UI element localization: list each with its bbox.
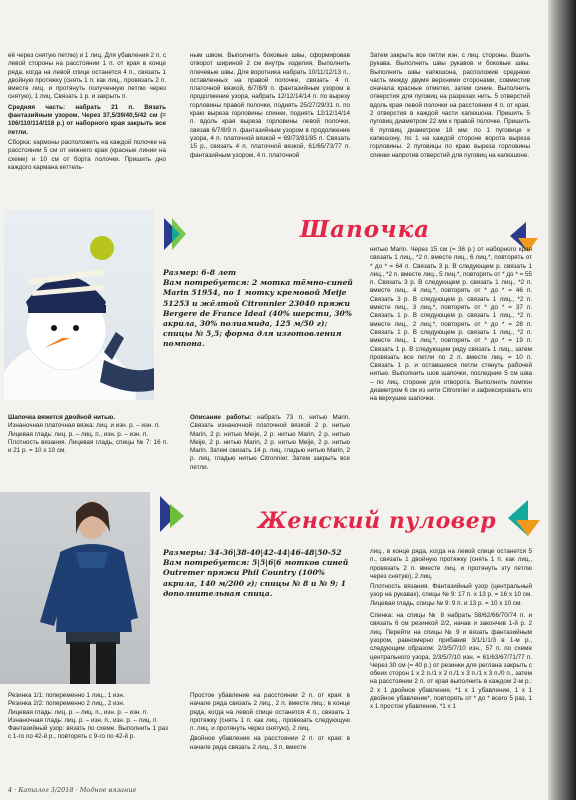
text-block: Плотность вязания. Лицевая гладь, спицы № 7: 16 п. и 21 р. = 10 х 10 см. [8,438,168,455]
top-column-3 [370,52,530,160]
pullover-materials [163,548,353,599]
pattern-item: Изнаночная гладь: лиц. р. – изн. п., изн. р. – лиц. п. [8,716,159,724]
decor-triangle-icon [516,520,540,536]
decor-triangle-icon [172,226,180,242]
text-block: лиц., в конце ряда, когда на левой спице останется 5 п., связать 1 двойную протяжку (снять 1 п. как лиц., провязать 2 п. вместе лиц. и протянуть эту петлю через снятую), 2 лиц. [370,548,532,580]
text-block: Шапочка вяжется двойной нитью. [8,414,116,421]
text-block: Сборка: кармоны расположить на каждой полочке на расстоянии 5 см от нижнего края (красные линии на схеме) и 10 см от борта полочки. Пришить дно каждого кармана кеттель- [8,138,166,171]
book-spine [548,0,576,800]
text-block: Двойное убавление на расстоянии 2 п. от края: в начале ряда связать 2 лиц., 3 п. вместе [190,735,350,751]
text-block: Простое убавление на расстоянии 2 п. от края: в начале ряда связать 2 лиц., 2 п. вместе лиц.; в конце ряда, когда на левой спице останется 4 п., связать 1 протяжку (снять 1 п. как лиц., провязать следующую п. лиц. и протянуть через снятую), 2 лиц. [190,692,350,733]
text-block: Затем закрыть все петли изн. с лиц. стороны. Вшить рукава. Выполнить швы рукавов и боковые швы. Выполнить швы капюшона, расположив среднюю часть между двумя верхними сторонами, совместив сначала красные отметки, затем синие. Выполнить отверстия для пуговиц на разрезах нить. 5 отверстий вдоль края левой полочки на расстоянии 4 п. от края, 2 отверстия в каждой части капюшона. Пришить 5 пуговиц диаметром 22 мм к правой полочке. Пришить 6 пуговиц диаметром 18 мм: по 1 пуговице к капюшону, по 1 на каждой стороне ворота выреза горловины. 2 пуговицы по краю выреза горловины спинки напротив отверстий для пуговиц на капюшоне. [370,52,530,159]
snowman-photo [4,210,154,400]
hat-materials-text: Вам потребуется: 2 мотка тёмно-синей Marin 51954, по 1 мотку кремовой Meije 51253 и жёлтой Citronnier 23040 пряжи Bergere de France Ideal (40% шерсти, 30% акрила, 30% полиамида, 125 м/50 г); спицы № 5,5; форма для изготовления помпона. [163,278,353,349]
text-block: Спинка: на спицы № 8 набрать 58/62/66/70/74 п. и связать 6 см резинкой 2/2, начав и закончив 1-й р. 2 лиц. Перейти на спицы № 9 и вязать фантазийным узором, равномерно прибавив 3/1/1/1/3 в 1-м р., следующим образом: 2/3/5/7/10 изн., 57 п. по схеме центрального узора, 2/3/5/7/10 изн. = 61/63/67/71/77 п. Через 30 см (= 40 р.) от резинки для реглана закрыть с обеих сторон 1 х 2 п./1 х 2 п./1 х 3 п./1 х 3 п./0 п., затем на расстоянии 2 п. от края выполнить в каждом 2-м р.: 2 х 1 двойное убавление, *1 х 1 убавление, 1 х 1 двойное убавление*, повторять от * до * всего 5 раз, 1 х 1 простое убавление, *1 х 1 [370,612,532,711]
text-block: Плотность вязания. Фантазийный узор (центральный узор на рукавах), спицы № 9: 17 п. х 13 р. = 16 х 10 см. Лицевая гладь, спицы № 9: 9 п. и 13 р. = 10 х 10 см. [370,583,532,607]
hat-instructions-right [370,246,532,404]
pullover-materials-text: Вам потребуется: 5|5|6|6 мотков синей Outremer пряжи Phil Country (100% акрила, 140 м/200 г); спицы № 8 и № 9; 1 дополнительная спица. [163,558,349,598]
hat-title: Шапочка [300,216,431,243]
text-block: ным швом. Выполнить боковые швы, сформировав отворот шириной 2 см внутрь изделия. Выполнить плечевые швы. Для воротника набрать 10/11/12/13 п., оставленных на правой полочке, связать 4 п. платочной вязкой, 6/7/8/9 п. фантазийным узором в продолжение узора, набрать 12/12/14/14 п. по вырезу горловины правой полочки, поднять 25/27/29/31 п. по краю выреза горловины спинки, поднять 12/12/14/14 п. вдоль края выреза горловины левой полочки, связав 6/7/8/9 п. фантазийным узором в продолжение узора, 4 п. платочной вязкой = 69/73/81/85 п. Связать 15 р., связать 4 п. платочной вязкой, 61/65/73/77 п. фантазийным узором, 4 п. платочной [190,52,350,159]
text-block: нитью Marin. Через 15 см (= 36 р.) от наборного края связать 1 лиц., *2 п. вместе лиц., 6 лиц.*, повторять от * до * = 64 п. Связать 3 р. В следующем р. связать 1 лиц., *2 п. вместе лиц., 5 лиц.*, повторять от * до * = 55 п. Связать 3 р. В следующем р. связать 1 лиц., *2 п. вместе лиц., 4 лиц.*, повторять от * до * = 46 п. Связать 3 р. В следующем р. связать 1 лиц., *2 п. вместе лиц., 3 лиц.*, повторять от * до * = 37 п. Связать 1 р. В следующем р. связать 1 лиц., *2 п. вместе лиц., 2 лиц.*, повторять от * до * = 28 п. Связать 1 р. В следующем р. связать 1 лиц., *2 п. вместе лиц., 1 лиц.*, повторять от * до * = 19 п. Связать 1 р. В следующем ряду связать 1 лиц., затем провязать все петли по 2 п. вместе лиц. = 10 п. Связать 1 р. и оставшиеся петли стянуть рабочей нитью. Выполнить шов шапочки, последние 5 см шва – по лиц. стороне для отворота. Выполнить помпон диаметром 6 см из нити Citronnier и зафиксировать его на верхушке шапочки. [370,246,532,403]
text-block: набрать 73 п. нитью Marin. Связать изнаночной платочной вязкой 2 р. нитью Marin, 2 р. нитью Meije, 2 р. нитью Marin, 2 р. нитью Meije, 2 р. нитью Marin, 2 р. нитью Meije, 2 р. нитью Marin. Затем связать 14 р. лиц. гладью нитью Marin, 2 р. лиц. гладью нитью Citronnier. Затем закрыть все петли. [190,414,350,471]
pattern-item: Лицевая гладь: лиц. р. – лиц. п., изн. р. – изн. п. [8,708,149,716]
pullover-decrease [190,692,350,752]
text-block: Изнаночная платочная вязка: лиц. и изн. р. – изн. п. [8,422,160,430]
pattern-item: Резинка 2/2: попеременно 2 лиц., 2 изн. [8,700,125,708]
pullover-title: Женский пуловер [258,508,497,534]
pattern-item: Фантазийный узор: вязать по схеме. Выполнить 1 раз с 1-го по 42-й р., повторять с 9-го по 42-й р. [8,725,168,741]
pullover-sizes: Размеры: 34-36|38-40|42-44|46-48|50-52 [163,548,342,557]
pattern-item: Резинка 1/1: попеременно 1 лиц., 1 изн. [8,692,125,699]
hat-notes [8,414,168,455]
hat-work [190,414,350,472]
hat-materials [163,268,353,350]
woman-illustration [0,492,150,684]
top-column-1 [8,52,166,172]
pullover-right-column [370,548,532,712]
text-block: Средняя часть: набрать 21 п. Вязать фантазийным узором. Через 37,5/39/40,5/42 см (= 106/110/114/118 р.) от наборного края закрыть все петли. [8,103,166,136]
decor-triangle-icon [170,504,184,528]
pullover-patterns [8,692,168,742]
snowman-illustration [4,210,154,400]
text-block: её через снятую петлю) и 1 лиц. Для убавления 2 п. с левой стороны на расстоянии 1 п. от края в конце ряда, когда на левой спице останется 4 п., связать 1 двойную протяжку (снять 1 п. как лиц., провязать 2 п. вместе лиц. и протянуть полученную петлю через снятую), 1 лиц. Связать 1 р. и закрыть п. [8,52,166,101]
hat-size: Размер: 6-8 лет [163,268,237,277]
woman-photo [0,492,150,684]
top-column-2 [190,52,350,160]
work-heading: Описание работы: [190,414,252,421]
page-footer: 4 · Каталог 3/2018 · Модное вязание [8,786,137,794]
text-block: Лицевая гладь: лиц. р. – лиц. п., изн. р. – изн. п. [8,430,149,438]
